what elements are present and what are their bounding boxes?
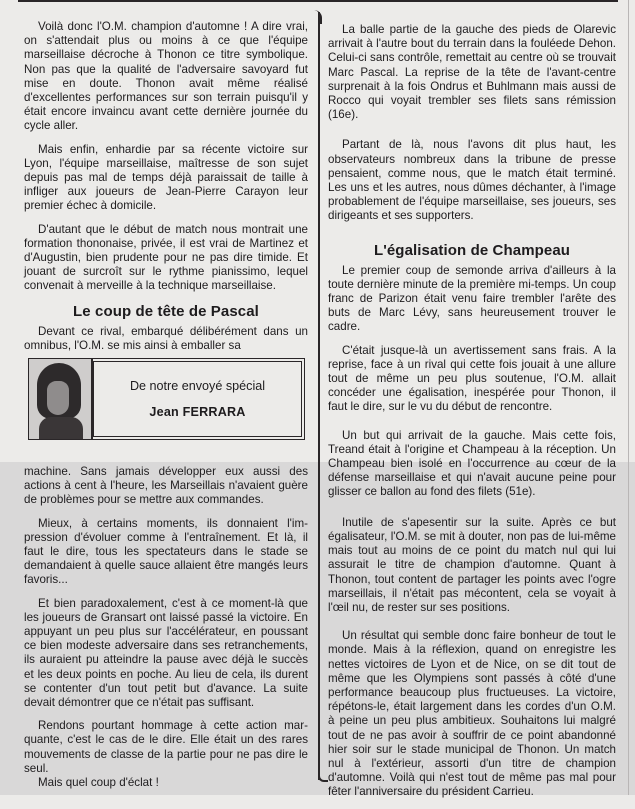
- paragraph: machine. Sans jamais développer eux aussi des actions à cent à l'heure, les Marseillais n'avaient guère de problèmes pour se mettre aux commandes.: [24, 465, 308, 507]
- page-edge: [628, 0, 629, 795]
- paragraph: Rendons pourtant hommage à cette action marquante, c'est le cas de le dire. Elle était un des rares mouvements de classe de la partie pour ne pas dire le seul.: [24, 719, 308, 775]
- paragraph: Voilà donc l'O.M. champion d'automne ! A dire vrai, on s'attendait plus ou moins à ce que l'équipe marseillaise décroche à Thonon ce titre symbolique. Non pas que la qualité de l'adversaire savoyard fut mise en doute. Thonon avait même réalisé d'excellentes performances sur son terrain puisqu'il y était encore invaincu avant cette dernière journée du cycle aller.: [24, 20, 308, 133]
- paragraph: Un but qui arrivait de la gauche. Mais cette fois, Treand était à l'origine et Champeau à la réception. Un Champeau bien isolé en l'occurrence au cœur de la défense marseillaise et qui n'avait aucune peine pour glisser ce ballon au fond des filets (51e).: [328, 428, 616, 499]
- byline-text: [93, 361, 302, 437]
- right-column: [328, 23, 616, 809]
- paragraph: Partant de là, nous l'avons dit plus haut, les observateurs nombreux dans la tribune de presse pensaient, comme nous, que le match était terminé. Les uns et les autres, nous dûmes déchanter, à l'image probablement de l'équipe marseillaise, ses joueurs, ses dirigeants et ses supporters.: [328, 138, 616, 223]
- subheading: Le coup de tête de Pascal: [73, 302, 259, 320]
- byline-author: Jean FERRARA: [149, 405, 246, 419]
- author-photo: [29, 359, 93, 439]
- left-column-upper: [24, 20, 308, 353]
- column-divider-top: [312, 10, 322, 24]
- column-divider-bottom: [318, 770, 328, 782]
- paragraph: Et bien paradoxalement, c'est à ce moment-là que les joueurs de Gransart ont laissé passé la victoire. En appuyant un peu plus sur l'accélérateur, en poussant ce bien modeste adversaire dans ses retranchements, ils auraient pu atteindre la pause avec déjà le succès et les deux points en poche. Au lieu de cela, ils durent se contenter d'un tout petit but d'avance. La suite devait démontrer que ce n'était pas suffisant.: [24, 596, 308, 710]
- paragraph: Un résultat qui semble donc faire bonheur de tout le monde. Mais à la réflexion, quand on enregistre les nettes victoires de Lyon et de Nice, on se dit tout de même que les Olympiens sont passés à côté d'une performance beaucoup plus fructueuses. La victoire, répétons-le, était largement dans les cordes d'un O.M. à peine un peu plus ambitieux. Souhaitons lui malgré tout de ne pas avoir à souffrir de ce point abandonné hier soir sur le stade municipal de Thonon. Un match nul à l'extérieur, assorti d'un titre de champion d'automne. Voilà qui n'est tout de même pas mal pour fêter l'anniversaire du président Carrieu.: [328, 629, 616, 799]
- paragraph: Le premier coup de semonde arriva d'ailleurs à la toute dernière minute de la première mi-temps. Un coup franc de Parizon était venu faire trembler l'arête des buts de Marc Lévy, sans heureusement trouver le cadre.: [328, 263, 616, 334]
- byline-box: [28, 358, 305, 440]
- paragraph: Inutile de s'apesentir sur la suite. Après ce but égalisateur, l'O.M. se mit à douter, non pas de lui-même mais tout au moins de ce point du match nul qui lui assurait le titre de champion d'automne. Quant à Thonon, tout content de partager les points avec l'ogre marseillais, il n'était pas mécontent, cela se voyait à l'œil nu, de rester sur ses positions.: [328, 515, 616, 614]
- paragraph: C'était jusque-là un avertissement sans frais. A la reprise, face à un rival qui cette fois jouait à une allure tout de même un peu plus soutenue, l'O.M. allait concéder une égalisation, inespérée pour Thonon, il faut le dire, sur le vu du début de rencontre.: [328, 343, 616, 414]
- paragraph: La balle partie de la gauche des pieds de Olarevic arrivait à l'autre bout du terrain dans la fouléede Dehon. Celui-ci sans contrôle, remettait au centre où se trouvait Marc Pascal. La reprise de la tête de l'avant-centre surprenait à la fois Ondrus et Buhlmann mais aussi de Rocco qui voyait trembler ses filets sans rémission (16e).: [328, 23, 616, 122]
- subheading: L'égalisation de Champeau: [373, 241, 571, 259]
- paragraph: D'autant que le début de match nous montrait une formation thononaise, privée, il est vrai de Martinez et d'Augustin, bien prudente pour ne pas dire timide. Et jouant de surcroît sur le rythme pianissimo, lequel convenait à merveille à la technique marseillaise.: [24, 222, 308, 293]
- paragraph: Mais enfin, enhardie par sa récente victoire sur Lyon, l'équipe marseillaise, maîtresse de son sujet depuis pas mal de temps déjà paraissait de taille à infliger aux joueurs de Jean-Pierre Carayon leur premier échec à domicile.: [24, 142, 308, 213]
- paragraph: Devant ce rival, embarqué délibérément dans un omnibus, l'O.M. se mis ainsi à emballer sa: [24, 324, 308, 352]
- byline-label: De notre envoyé spécial: [129, 379, 266, 393]
- paragraph: Mais quel coup d'éclat !: [38, 776, 159, 790]
- column-divider: [318, 12, 320, 780]
- paragraph: Mieux, à certains moments, ils donnaient l'impression d'évoluer comme à l'entraînement. Et là, il faut le dire, tous les spectateurs dans le stade se demandaient à quelle sauce allaient être mangés leurs favoris...: [24, 516, 308, 587]
- left-column-lower: [24, 465, 308, 799]
- top-rule: [18, 0, 618, 2]
